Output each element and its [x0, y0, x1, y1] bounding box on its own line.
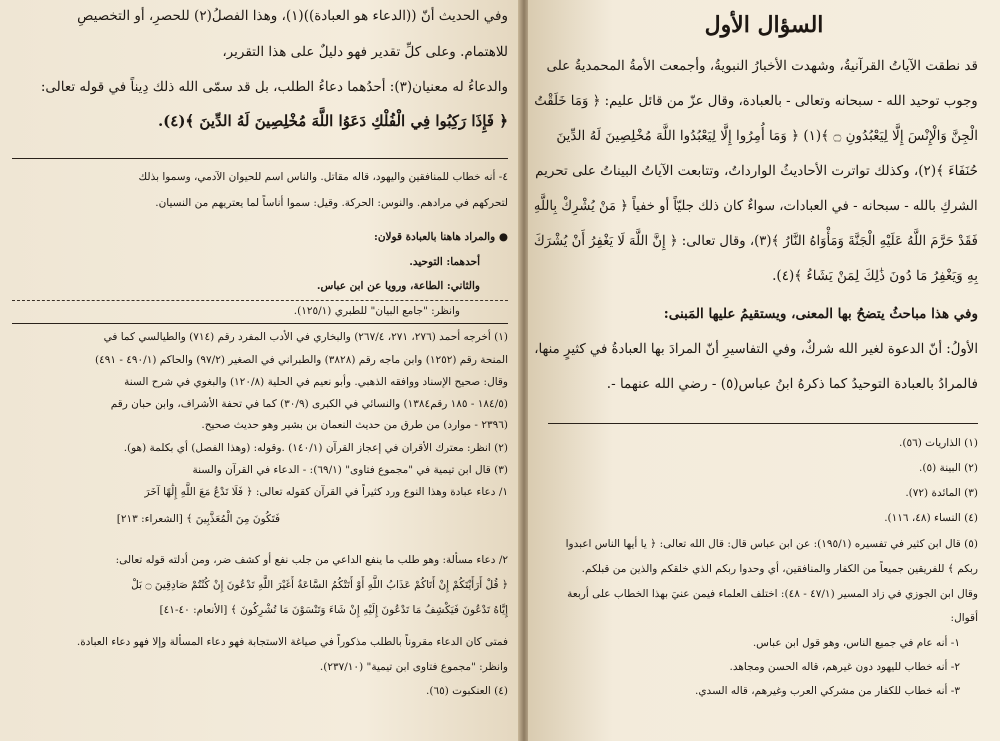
- footnote-line: وانظر: "جامع البيان" للطبري (١٢٥/١).: [293, 305, 460, 317]
- main-text-line: حُنَفَاءَ ﴾(٢)، وكذلك تواترت الأحاديثُ الوارداتُ، وتتابعت الآياتُ البيناتُ على تحريم: [535, 163, 978, 179]
- footnote-line: فمتى كان الدعاء مقروناً بالطلب مذكوراً في صياغة الاستجابة فهو دعاء المسألة وإلا فهو دعاء العبادة.: [76, 636, 508, 648]
- footnote-line: ربكم ﴾ للفريقين جميعاً من الكفار والمنافقين، أي وحدوا ربكم الذي خلقكم والذين من قبلكم.: [581, 563, 978, 575]
- footnote-line: ٢/ دعاء مسألة: وهو طلب ما ينفع الداعي من جلب نفع أو كشف ضر، ومن أدلته قوله تعالى:: [115, 554, 508, 566]
- main-text-line: بِهِ وَيَغْفِرُ مَا دُونَ ذَٰلِكَ لِمَنْ يَشَاءُ ﴾(٤).: [772, 268, 978, 284]
- footnote-line: (٣) قال ابن تيمية في "مجموع فتاوى" (٦٩/١): - الدعاء في القرآن والسنة: [192, 464, 508, 476]
- main-text-line: وجوب توحيد الله - سبحانه وتعالى - بالعبادة، وقال عزّ من قائل عليم: ﴿ وَمَا خَلَقْتُ: [534, 93, 978, 109]
- footnote-line: فَتَكُونَ مِنَ الْمُعَذَّبِينَ ﴾ [الشعراء: ٢١٣]: [116, 513, 280, 525]
- footnote-line: وقال ابن الجوزي في زاد المسير (٤٧/١ - ٤٨): اختلف العلماء فيمن عنيَ بهذا الخطاب على أربعة: [567, 588, 978, 600]
- footnote-line: والثاني: الطاعة، ورويا عن ابن عباس.: [316, 280, 480, 292]
- footnote-line: (٤) العنكبوت (٦٥).: [426, 685, 508, 697]
- main-text-line: وفي هذا مباحثُ يتضحُ بها المعنى، ويستقيمُ عليها المَبنى:: [663, 306, 978, 322]
- main-text-line: للاهتمام. وعلى كلِّ تقدير فهو دليلٌ على هذا التقرير،: [222, 44, 508, 60]
- footnote-line: (٢) البينة (٥).: [919, 462, 978, 474]
- footnote-separator: [548, 423, 978, 424]
- main-text-line: فَقَدْ حَرَّمَ اللَّهُ عَلَيْهِ الْجَنَّةَ وَمَأْوَاهُ النَّارُ ﴾(٣)، وقال تعالى: ﴿ إِنَّ اللَّهَ لَا يَغْفِرُ أَنْ يُشْرَكَ: [533, 233, 978, 249]
- footnote-line: ● والمراد هاهنا بالعبادة قولان:: [373, 231, 508, 243]
- footnote-line: ٢- أنه خطاب لليهود دون غيرهم، قاله الحسن ومجاهد.: [729, 661, 960, 673]
- main-text-line: الشركِ بالله - سبحانه - في العبادات، سواءٌ كان ذلك جليّاً أو خفياً ﴿ مَنْ يُشْرِكْ بِاللَّهِ: [534, 198, 978, 214]
- footnote-line: (٤) النساء (٤٨، ١١٦).: [884, 512, 978, 524]
- page-title: السؤال الأول: [704, 12, 824, 38]
- quran-verse: ﴿ فَإِذَا رَكِبُوا فِي الْفُلْكِ دَعَوُا اللَّهَ مُخْلِصِينَ لَهُ الدِّينَ ﴾(٤).: [157, 112, 508, 130]
- footnote-line: (٢٣٩٦ - موارد) من طرق من حديث النعمان بن بشير وهو حديث صحيح.: [201, 419, 508, 431]
- footnote-line: المنحة رقم (١٢٥٢) وابن ماجه رقم (٣٨٢٨) والطبراني في الصغير (٩٧/٢) والحاكم (٤٩٠/١ - ٤٩١): [94, 354, 508, 366]
- footnote-line: ﴿ قُلْ أَرَأَيْتَكُمْ إِنْ أَتَاكُمْ عَذَابُ اللَّهِ أَوْ أَتَتْكُمُ السَّاعَةُ أَغَيْرَ اللَّهِ تَدْعُونَ إِنْ كُنْتُمْ صَادِقِينَ ۝ بَلْ: [131, 579, 508, 591]
- footnote-line: (٥) قال ابن كثير في تفسيره (١٩٥/١): عن ابن عباس قال: قال الله تعالى: ﴿ يا أيها الناس اعبدوا: [565, 538, 978, 550]
- footnote-line: (١) الذاريات (٥٦).: [899, 437, 978, 449]
- main-text-line: وفي الحديث أنّ ((الدعاء هو العبادة))(١)، وهذا الفصلُ(٢) للحصرِ، أو التخصيصِ: [77, 8, 508, 24]
- footnote-line: (١) أخرجه أحمد (٢٧٦، ٢٧١، ٢٦٧/٤) والبخاري في الأدب المفرد رقم (٧١٤) والطيالسي كما في: [103, 331, 508, 343]
- main-text-line: والدعاءُ له معنيان(٣): أحدُهما دعاءُ الطلب، بل قد سمّى الله ذلك دِيناً في قوله تعالى:: [40, 79, 508, 95]
- main-text-line: الأولُ: أنّ الدعوة لغير الله شركٌ، وفي التفاسيرِ أنّ المرادَ بها العبادةُ في كثيرٍ منها،: [534, 341, 978, 357]
- footnote-line: (٣) المائدة (٧٢).: [905, 487, 978, 499]
- footnote-line: (٢) انظر: معترك الأقران في إعجاز القرآن (١٤٠/١) .وقوله: (وهذا الفصل) أي بكلمة (هو).: [123, 442, 508, 454]
- footnote-line: لتحركهم في مرادهم. والنوس: الحركة. وقيل: سموا أناساً لما يعتريهم من النسيان.: [155, 197, 508, 209]
- footnote-separator-dashed: [12, 300, 508, 301]
- footnote-line: ٣- أنه خطاب للكفار من مشركي العرب وغيرهم، قاله السدي.: [695, 685, 960, 697]
- footnote-separator: [12, 158, 508, 159]
- footnote-line: ١/ دعاء عبادة وهذا النوع ورد كثيراً في القرآن كقوله تعالى: ﴿ فَلَا تَدْعُ مَعَ اللَّهِ إِلَٰهًا آخَرَ: [144, 486, 508, 498]
- footnote-separator: [12, 323, 508, 324]
- main-text-line: فالمرادُ بالعبادة التوحيدُ كما ذكرهُ ابنُ عباس(٥) - رضي الله عنهما -.: [606, 376, 978, 392]
- footnote-line: (١٨٤/٥ - ١٨٥ رقم١٣٨٤) والنسائي في الكبرى (٣٠/٩) كما في تحفة الأشراف، وابن حبان رقم: [110, 398, 508, 410]
- footnote-line: ١- أنه عام في جميع الناس، وهو قول ابن عباس.: [752, 637, 960, 649]
- footnote-line: أقوال:: [950, 612, 978, 624]
- right-page: [528, 0, 1000, 741]
- main-text-line: الْجِنَّ وَالْإِنْسَ إِلَّا لِيَعْبُدُونِ ۝ ﴾(١) ﴿ وَمَا أُمِرُوا إِلَّا لِيَعْبُدُوا اللَّهَ مُخْلِصِينَ لَهُ الدِّينَ: [556, 128, 978, 144]
- footnote-line: وقال: صحيح الإسناد ووافقه الذهبي. وأبو نعيم في الحلية (١٢٠/٨) والبغوي في شرح السنة: [124, 376, 508, 388]
- footnote-line: إِيَّاهُ تَدْعُونَ فَيَكْشِفُ مَا تَدْعُونَ إِلَيْهِ إِنْ شَاءَ وَتَنْسَوْنَ مَا تُشْرِكُونَ ﴾ [الأنعام: ٤٠-٤١]: [159, 604, 508, 616]
- footnote-line: أحدهما: التوحيد.: [409, 256, 480, 268]
- footnote-line: وانظر: "مجموع فتاوى ابن تيمية" (٢٣٧/١٠).: [319, 661, 508, 673]
- main-text-line: قد نطقت الآياتُ القرآنيةُ، وشهدت الأخبارُ النبويةُ، وأجمعت الأمةُ المحمديةُ على: [546, 58, 978, 74]
- footnote-line: ٤- أنه خطاب للمنافقين واليهود، قاله مقاتل. والناس اسم للحيوان الآدمي، وسموا بذلك: [138, 171, 508, 183]
